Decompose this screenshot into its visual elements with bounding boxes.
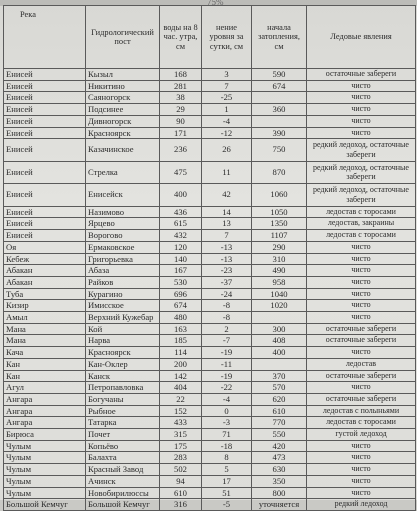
table-row: [4, 161, 416, 184]
table-row: [4, 370, 416, 382]
ice-cell: чисто: [307, 440, 416, 452]
post-cell: Кан-Оклер: [86, 358, 160, 370]
change-cell: 5: [202, 464, 252, 476]
change-cell: 7: [202, 80, 252, 92]
post-cell: Копьёво: [86, 440, 160, 452]
post-cell: Богучаны: [86, 393, 160, 405]
level-cell: 610: [160, 487, 202, 499]
ice-cell: ледостав, закраины: [307, 218, 416, 230]
level-cell: 114: [160, 347, 202, 359]
ice-cell: ледостав: [307, 358, 416, 370]
level-cell: 433: [160, 417, 202, 429]
flood-cell: 400: [252, 347, 307, 359]
level-cell: 400: [160, 184, 202, 207]
flood-cell: 570: [252, 382, 307, 394]
table-row: [4, 241, 416, 253]
post-cell: Дивногорск: [86, 115, 160, 127]
change-cell: -13: [202, 241, 252, 253]
table-row: [4, 300, 416, 312]
ice-cell: чисто: [307, 265, 416, 277]
post-cell: Петропавловка: [86, 382, 160, 394]
post-cell: Красный Завод: [86, 464, 160, 476]
flood-cell: уточняется: [252, 499, 307, 511]
flood-cell: 370: [252, 370, 307, 382]
level-cell: 316: [160, 499, 202, 511]
flood-cell: 310: [252, 253, 307, 265]
table-row: [4, 230, 416, 242]
ice-cell: чисто: [307, 276, 416, 288]
flood-cell: 770: [252, 417, 307, 429]
level-cell: 283: [160, 452, 202, 464]
header-river: Река: [4, 6, 86, 69]
ice-cell: чисто: [307, 452, 416, 464]
post-cell: Верхний Кужебар: [86, 312, 160, 324]
post-cell: Татарка: [86, 417, 160, 429]
river-cell: Ангара: [4, 417, 86, 429]
level-cell: 696: [160, 288, 202, 300]
post-cell: Казачинское: [86, 139, 160, 162]
level-cell: 142: [160, 370, 202, 382]
level-cell: 281: [160, 80, 202, 92]
river-cell: Чулым: [4, 452, 86, 464]
river-cell: Енисей: [4, 218, 86, 230]
post-cell: Имисское: [86, 300, 160, 312]
change-cell: -18: [202, 440, 252, 452]
level-cell: 236: [160, 139, 202, 162]
table-row: [4, 139, 416, 162]
table-row: [4, 487, 416, 499]
ice-cell: редкий ледоход, остаточные забереги: [307, 161, 416, 184]
level-cell: 29: [160, 104, 202, 116]
change-cell: 11: [202, 161, 252, 184]
level-cell: 38: [160, 92, 202, 104]
post-cell: Ворогово: [86, 230, 160, 242]
table-row: [4, 393, 416, 405]
table-row: [4, 382, 416, 394]
river-cell: Большой Кемчуг: [4, 499, 86, 511]
table-row: [4, 288, 416, 300]
flood-cell: 1060: [252, 184, 307, 207]
river-cell: Енисей: [4, 92, 86, 104]
table-row: [4, 276, 416, 288]
change-cell: 1: [202, 104, 252, 116]
river-cell: Мана: [4, 335, 86, 347]
ice-cell: остаточные забереги: [307, 370, 416, 382]
change-cell: 13: [202, 218, 252, 230]
flood-cell: 390: [252, 127, 307, 139]
change-cell: -22: [202, 382, 252, 394]
ice-cell: чисто: [307, 475, 416, 487]
river-cell: Кан: [4, 358, 86, 370]
post-cell: Никитино: [86, 80, 160, 92]
table-row: [4, 417, 416, 429]
post-cell: Стрелка: [86, 161, 160, 184]
level-cell: 90: [160, 115, 202, 127]
table-row: [4, 464, 416, 476]
table-row: [4, 218, 416, 230]
river-cell: Туба: [4, 288, 86, 300]
table-row: [4, 429, 416, 441]
river-cell: Агул: [4, 382, 86, 394]
ice-cell: чисто: [307, 300, 416, 312]
ice-cell: остаточные забереги: [307, 335, 416, 347]
flood-cell: 630: [252, 464, 307, 476]
table-row: [4, 184, 416, 207]
flood-cell: 610: [252, 405, 307, 417]
table-row: [4, 440, 416, 452]
change-cell: -24: [202, 288, 252, 300]
change-cell: -19: [202, 347, 252, 359]
level-cell: 94: [160, 475, 202, 487]
river-cell: Мана: [4, 323, 86, 335]
level-cell: 480: [160, 312, 202, 324]
ice-cell: чисто: [307, 104, 416, 116]
hydro-table: [3, 5, 416, 511]
ice-cell: чисто: [307, 347, 416, 359]
flood-cell: 300: [252, 323, 307, 335]
table-row: [4, 452, 416, 464]
change-cell: 0: [202, 405, 252, 417]
level-cell: 168: [160, 69, 202, 81]
river-cell: Ангара: [4, 405, 86, 417]
post-cell: Райков: [86, 276, 160, 288]
table-row: [4, 80, 416, 92]
change-cell: -25: [202, 92, 252, 104]
post-cell: Ермаковское: [86, 241, 160, 253]
table-row: [4, 499, 416, 511]
level-cell: 404: [160, 382, 202, 394]
river-cell: Кан: [4, 370, 86, 382]
flood-cell: 620: [252, 393, 307, 405]
table-body: [4, 69, 416, 511]
ice-cell: чисто: [307, 464, 416, 476]
river-cell: Енисей: [4, 230, 86, 242]
flood-cell: 1107: [252, 230, 307, 242]
post-cell: Канск: [86, 370, 160, 382]
level-cell: 475: [160, 161, 202, 184]
ice-cell: остаточные забереги: [307, 323, 416, 335]
header-change: нение уровня за сутки, см: [202, 6, 252, 69]
change-cell: 8: [202, 452, 252, 464]
ice-cell: чисто: [307, 92, 416, 104]
post-cell: Рыбное: [86, 405, 160, 417]
table-row: [4, 347, 416, 359]
river-cell: Енисей: [4, 80, 86, 92]
flood-cell: 360: [252, 104, 307, 116]
ice-cell: чисто: [307, 253, 416, 265]
post-cell: Ачинск: [86, 475, 160, 487]
change-cell: -3: [202, 417, 252, 429]
level-cell: 171: [160, 127, 202, 139]
post-cell: Балахта: [86, 452, 160, 464]
change-cell: -12: [202, 127, 252, 139]
level-cell: 163: [160, 323, 202, 335]
table-row: [4, 253, 416, 265]
level-cell: 120: [160, 241, 202, 253]
river-cell: Енисей: [4, 69, 86, 81]
level-cell: 152: [160, 405, 202, 417]
change-cell: -7: [202, 335, 252, 347]
change-cell: 2: [202, 323, 252, 335]
change-cell: 51: [202, 487, 252, 499]
ice-cell: чисто: [307, 80, 416, 92]
change-cell: -11: [202, 358, 252, 370]
flood-cell: 408: [252, 335, 307, 347]
flood-cell: 550: [252, 429, 307, 441]
ice-cell: редкий ледоход, остаточные забереги: [307, 184, 416, 207]
change-cell: 3: [202, 69, 252, 81]
flood-cell: [252, 358, 307, 370]
river-cell: Енисей: [4, 127, 86, 139]
ice-cell: чисто: [307, 288, 416, 300]
change-cell: 17: [202, 475, 252, 487]
river-cell: Кача: [4, 347, 86, 359]
flood-cell: 350: [252, 475, 307, 487]
level-cell: 315: [160, 429, 202, 441]
river-cell: Чулым: [4, 487, 86, 499]
table-row: [4, 405, 416, 417]
change-cell: -5: [202, 499, 252, 511]
change-cell: 7: [202, 230, 252, 242]
ice-cell: чисто: [307, 382, 416, 394]
table-row: [4, 323, 416, 335]
change-cell: -8: [202, 300, 252, 312]
post-cell: Подсинее: [86, 104, 160, 116]
flood-cell: [252, 115, 307, 127]
flood-cell: 590: [252, 69, 307, 81]
table-row: [4, 206, 416, 218]
ice-cell: остаточные забереги: [307, 69, 416, 81]
river-cell: Амыл: [4, 312, 86, 324]
ice-cell: ледостав с торосами: [307, 230, 416, 242]
river-cell: Чулым: [4, 440, 86, 452]
table-row: [4, 335, 416, 347]
river-cell: Бирюса: [4, 429, 86, 441]
header-level: воды на 8 час. утра, см: [160, 6, 202, 69]
ice-cell: густой ледоход: [307, 429, 416, 441]
river-cell: Абакан: [4, 265, 86, 277]
post-cell: Курагино: [86, 288, 160, 300]
table-row: [4, 69, 416, 81]
change-cell: 42: [202, 184, 252, 207]
post-cell: Назимово: [86, 206, 160, 218]
change-cell: -19: [202, 370, 252, 382]
ice-cell: редкий ледоход, остаточные забереги: [307, 139, 416, 162]
flood-cell: 290: [252, 241, 307, 253]
header-post: Гидрологический пост: [86, 6, 160, 69]
flood-cell: [252, 312, 307, 324]
post-cell: Абаза: [86, 265, 160, 277]
change-cell: -8: [202, 312, 252, 324]
change-cell: -13: [202, 253, 252, 265]
table-row: [4, 127, 416, 139]
ice-cell: ледостав с торосами: [307, 417, 416, 429]
level-cell: 615: [160, 218, 202, 230]
post-cell: Красноярск: [86, 127, 160, 139]
change-cell: 71: [202, 429, 252, 441]
river-cell: Енисей: [4, 206, 86, 218]
post-cell: Кызыл: [86, 69, 160, 81]
river-cell: Енисей: [4, 115, 86, 127]
ice-cell: чисто: [307, 241, 416, 253]
river-cell: Енисей: [4, 161, 86, 184]
river-cell: Кебеж: [4, 253, 86, 265]
river-cell: Оя: [4, 241, 86, 253]
change-cell: -4: [202, 115, 252, 127]
level-cell: 22: [160, 393, 202, 405]
level-cell: 185: [160, 335, 202, 347]
level-cell: 502: [160, 464, 202, 476]
post-cell: Почет: [86, 429, 160, 441]
change-cell: 26: [202, 139, 252, 162]
river-cell: Чулым: [4, 464, 86, 476]
level-cell: 200: [160, 358, 202, 370]
change-cell: -4: [202, 393, 252, 405]
flood-cell: 750: [252, 139, 307, 162]
flood-cell: 420: [252, 440, 307, 452]
post-cell: Саяногорск: [86, 92, 160, 104]
table-row: [4, 115, 416, 127]
change-cell: 14: [202, 206, 252, 218]
ice-cell: чисто: [307, 487, 416, 499]
flood-cell: 674: [252, 80, 307, 92]
river-cell: Енисей: [4, 139, 86, 162]
ice-cell: чисто: [307, 312, 416, 324]
ice-cell: ледостав с полыньями: [307, 405, 416, 417]
ice-cell: чисто: [307, 115, 416, 127]
post-cell: Большой Кемчуг: [86, 499, 160, 511]
post-cell: Ярцево: [86, 218, 160, 230]
flood-cell: 1350: [252, 218, 307, 230]
header-ice: Ледовые явления: [307, 6, 416, 69]
flood-cell: 473: [252, 452, 307, 464]
post-cell: Енисейск: [86, 184, 160, 207]
river-cell: Абакан: [4, 276, 86, 288]
flood-cell: 958: [252, 276, 307, 288]
post-cell: Новобирилюссы: [86, 487, 160, 499]
table-row: [4, 92, 416, 104]
table-row: [4, 358, 416, 370]
river-cell: Енисей: [4, 104, 86, 116]
river-cell: Чулым: [4, 475, 86, 487]
zoom-label: 75%: [207, 0, 224, 7]
post-cell: Красноярск: [86, 347, 160, 359]
ice-cell: ледостав с торосами: [307, 206, 416, 218]
post-cell: Григорьевка: [86, 253, 160, 265]
change-cell: -23: [202, 265, 252, 277]
post-cell: Нарва: [86, 335, 160, 347]
flood-cell: 1050: [252, 206, 307, 218]
flood-cell: [252, 92, 307, 104]
level-cell: 530: [160, 276, 202, 288]
level-cell: 674: [160, 300, 202, 312]
flood-cell: 1020: [252, 300, 307, 312]
header-flood: начала затопления, см: [252, 6, 307, 69]
level-cell: 175: [160, 440, 202, 452]
change-cell: -37: [202, 276, 252, 288]
level-cell: 140: [160, 253, 202, 265]
table-row: [4, 312, 416, 324]
ice-cell: редкий ледоход: [307, 499, 416, 511]
river-cell: Кизир: [4, 300, 86, 312]
table-row: [4, 104, 416, 116]
flood-cell: 800: [252, 487, 307, 499]
level-cell: 436: [160, 206, 202, 218]
table-header-row: [4, 6, 416, 69]
river-cell: Енисей: [4, 184, 86, 207]
table-row: [4, 475, 416, 487]
flood-cell: 870: [252, 161, 307, 184]
ice-cell: остаточные забереги: [307, 393, 416, 405]
flood-cell: 1040: [252, 288, 307, 300]
river-cell: Ангара: [4, 393, 86, 405]
ice-cell: чисто: [307, 127, 416, 139]
post-cell: Кой: [86, 323, 160, 335]
level-cell: 167: [160, 265, 202, 277]
flood-cell: 490: [252, 265, 307, 277]
level-cell: 432: [160, 230, 202, 242]
table-row: [4, 265, 416, 277]
